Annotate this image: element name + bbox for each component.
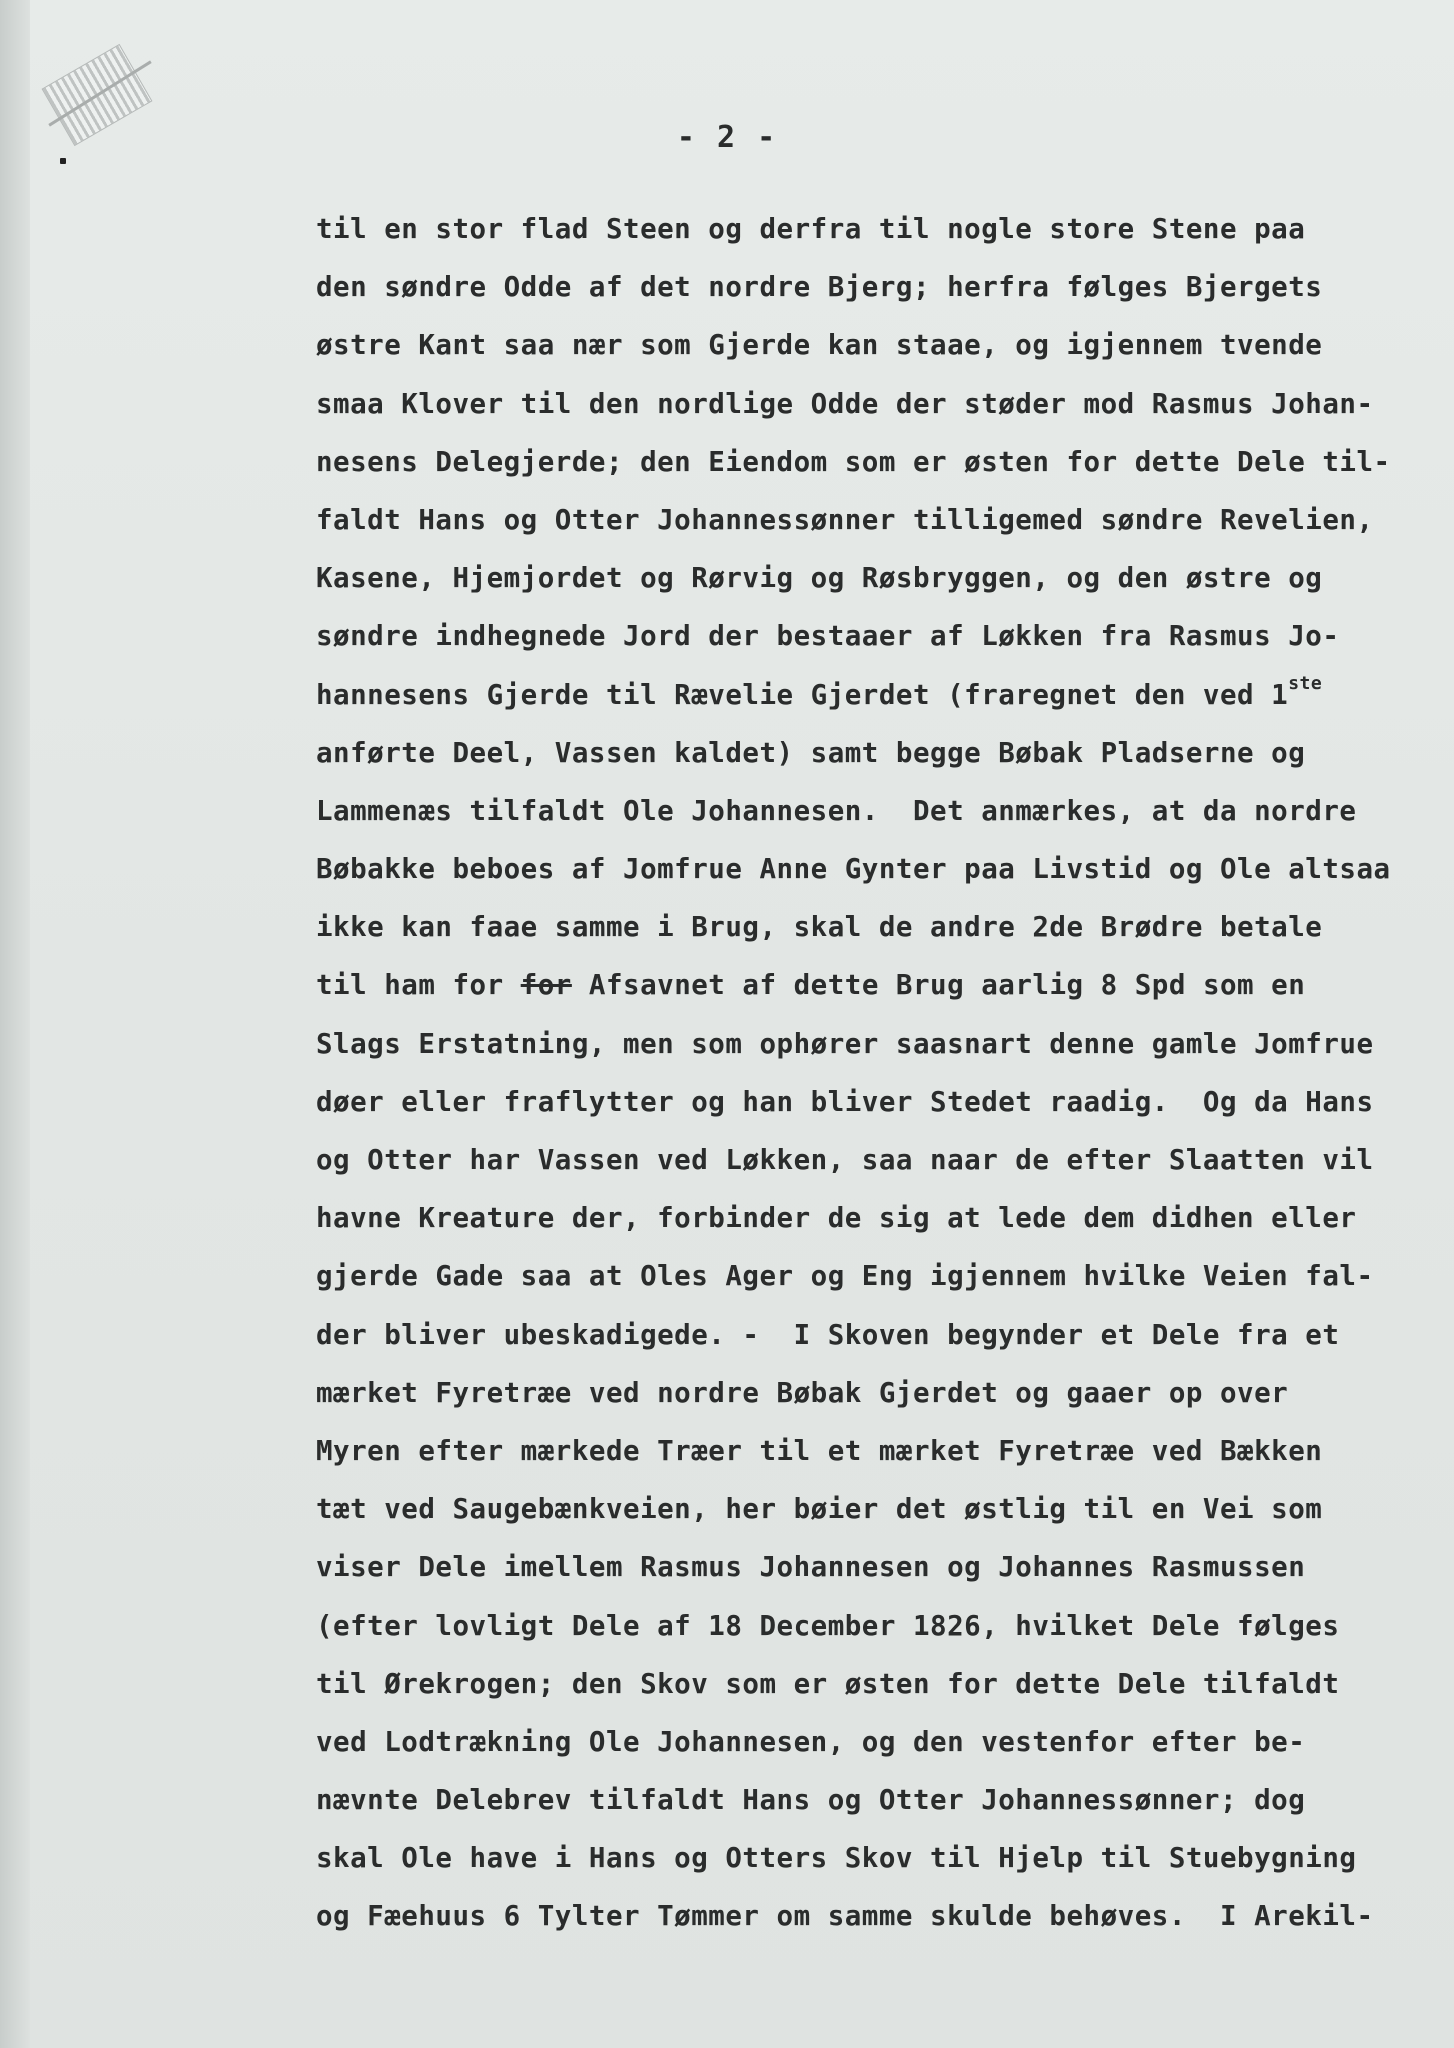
page-edge-shadow bbox=[0, 0, 30, 2048]
text-line: Kasene, Hjemjordet og Rørvig og Røsbryggen, og den østre og bbox=[316, 562, 1323, 595]
text-line: mærket Fyretræe ved nordre Bøbak Gjerdet og gaaer op over bbox=[316, 1376, 1289, 1409]
text-line: havne Kreature der, forbinder de sig at lede dem didhen eller bbox=[316, 1202, 1357, 1235]
text-line: døer eller fraflytter og han bliver Stedet raadig. Og da Hans bbox=[316, 1085, 1374, 1118]
text-line bbox=[316, 666, 1436, 724]
text-line: østre Kant saa nær som Gjerde kan staae, og igjennem tvende bbox=[316, 329, 1323, 362]
text-line: Myren efter mærkede Træer til et mærket Fyretræe ved Bækken bbox=[316, 1434, 1323, 1467]
text-line: nævnte Delebrev tilfaldt Hans og Otter Johannessønner; dog bbox=[316, 1784, 1306, 1817]
typed-text-block bbox=[316, 200, 1436, 1946]
text-line: ved Lodtrækning Ole Johannesen, og den vestenfor efter be- bbox=[316, 1725, 1306, 1758]
text-line: den søndre Odde af det nordre Bjerg; herfra følges Bjergets bbox=[316, 271, 1323, 304]
text-line: viser Dele imellem Rasmus Johannesen og Johannes Rasmussen bbox=[316, 1551, 1306, 1584]
text-line: og Fæehuus 6 Tylter Tømmer om samme skulde behøves. I Arekil- bbox=[316, 1900, 1374, 1933]
text-line: nesens Delegjerde; den Eiendom som er østen for dette Dele til- bbox=[316, 445, 1391, 478]
text-line: tæt ved Saugebænkveien, her bøier det østlig til en Vei som bbox=[316, 1493, 1323, 1526]
text-line: gjerde Gade saa at Oles Ager og Eng igjennem hvilke Veien fal- bbox=[316, 1260, 1374, 1293]
text-line: til Ørekrogen; den Skov som er østen for dette Dele tilfaldt bbox=[316, 1667, 1340, 1700]
margin-mark bbox=[60, 158, 66, 164]
text-line: Slags Erstatning, men som ophører saasnart denne gamle Jomfrue bbox=[316, 1027, 1374, 1060]
text-line-main: hannesens Gjerde til Rævelie Gjerdet (fraregnet den ved 1 bbox=[316, 678, 1289, 711]
text-line: (efter lovligt Dele af 18 December 1826, hvilket Dele følges bbox=[316, 1609, 1340, 1642]
text-line: anførte Deel, Vassen kaldet) samt begge Bøbak Pladserne og bbox=[316, 736, 1306, 769]
text-line: skal Ole have i Hans og Otters Skov til Hjelp til Stuebygning bbox=[316, 1842, 1357, 1875]
text-line: til en stor flad Steen og derfra til nogle store Stene paa bbox=[316, 213, 1306, 245]
text-line bbox=[316, 956, 1436, 1014]
text-line: Bøbakke beboes af Jomfrue Anne Gynter paa Livstid og Ole altsaa bbox=[316, 853, 1391, 886]
text-line: Lammenæs tilfaldt Ole Johannesen. Det anmærkes, at da nordre bbox=[316, 794, 1357, 827]
text-line: søndre indhegnede Jord der bestaaer af Løkken fra Rasmus Jo- bbox=[316, 620, 1340, 653]
struck-word: for bbox=[520, 969, 572, 1002]
text-line: ikke kan faae samme i Brug, skal de andre 2de Brødre betale bbox=[316, 911, 1323, 944]
text-line-rest: Afsavnet af dette Brug aarlig 8 Spd som en bbox=[571, 969, 1306, 1002]
text-line: faldt Hans og Otter Johannessønner tilligemed søndre Revelien, bbox=[316, 503, 1374, 536]
text-line: der bliver ubeskadigede. - I Skoven begynder et Dele fra et bbox=[316, 1318, 1340, 1351]
text-line-start: til ham for bbox=[316, 969, 521, 1002]
text-line: smaa Klover til den nordlige Odde der støder mod Rasmus Johan- bbox=[316, 387, 1374, 420]
page-number: - 2 - bbox=[676, 120, 778, 155]
text-line: og Otter har Vassen ved Løkken, saa naar de efter Slaatten vil bbox=[316, 1144, 1374, 1176]
ordinal-superscript: ste bbox=[1288, 673, 1323, 695]
